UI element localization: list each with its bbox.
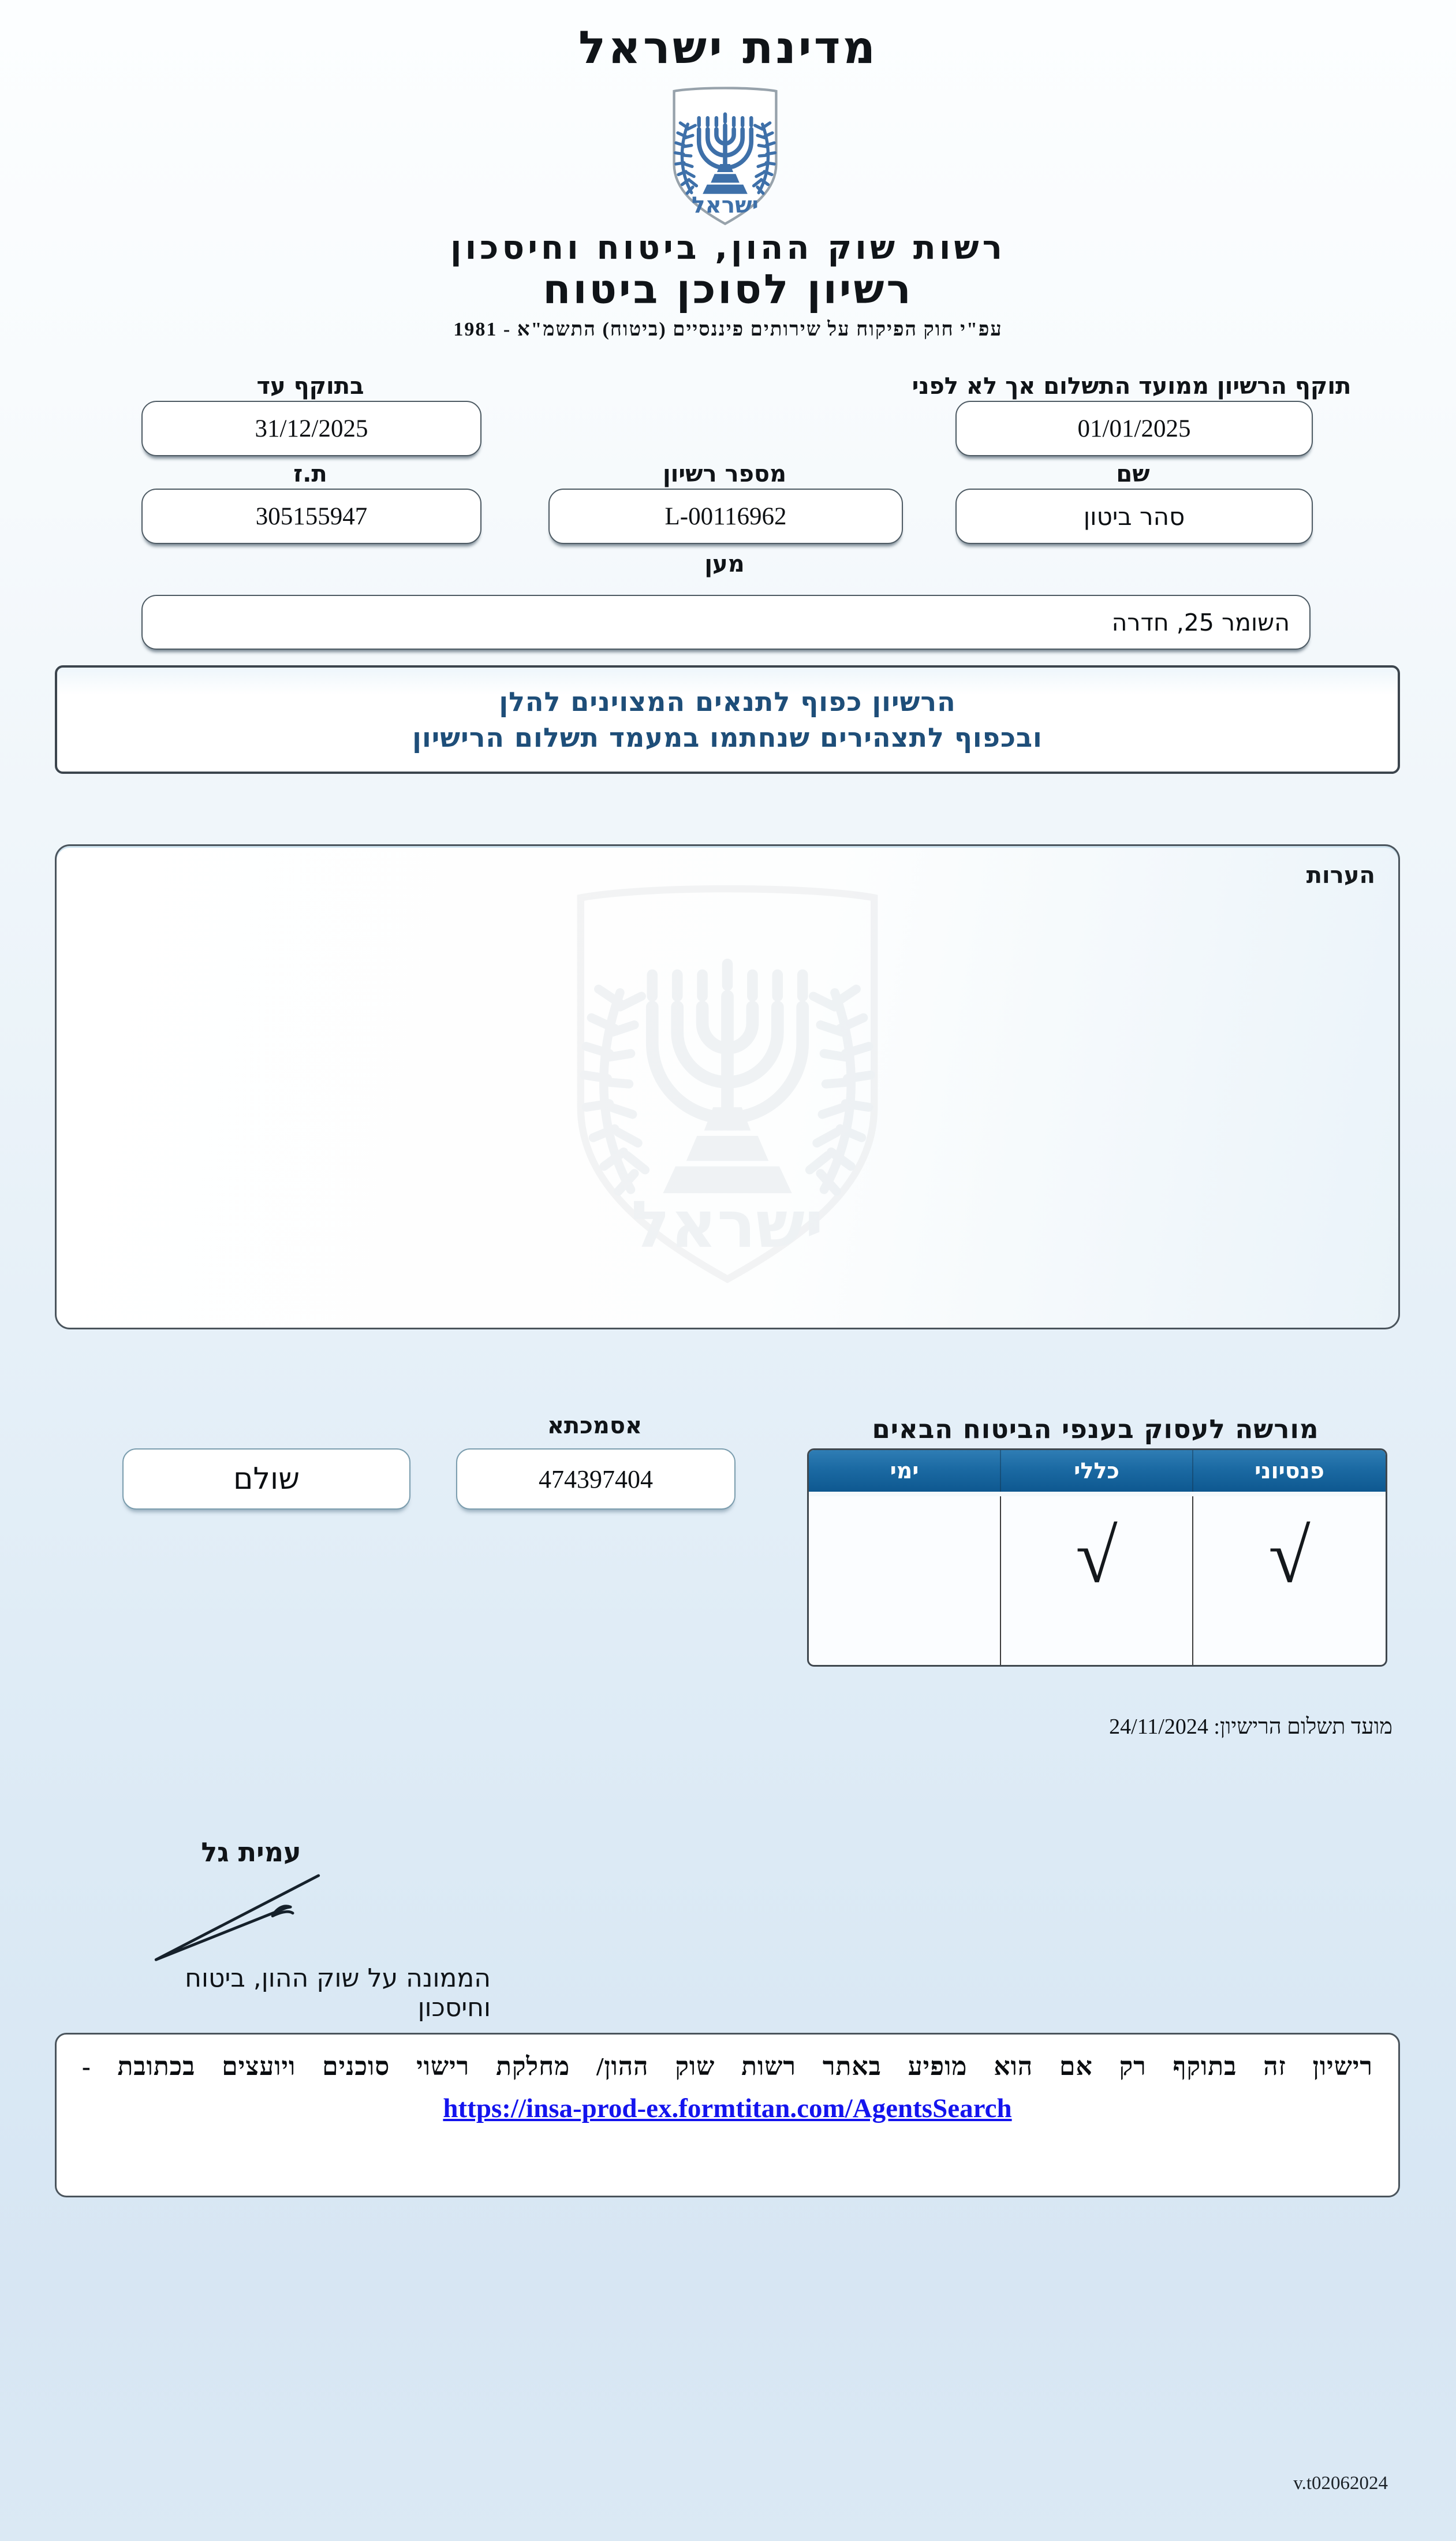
name-label: שם — [1116, 461, 1150, 487]
valid-from-value: 01/01/2025 — [955, 401, 1313, 456]
israel-state-emblem-icon — [659, 84, 792, 228]
state-title: מדינת ישראל — [578, 22, 878, 74]
id-number-label: ת.ז — [293, 461, 327, 487]
branches-table-header — [809, 1450, 1386, 1496]
id-number-value: 305155947 — [141, 489, 481, 544]
branch-mark-general: √ — [1001, 1496, 1193, 1665]
signature-icon — [144, 1871, 329, 1966]
payment-date-line: מועד תשלום הרישיון: 24/11/2024 — [1109, 1715, 1392, 1739]
paid-status-value: שולם — [122, 1448, 410, 1510]
license-type-title: רשיון לסוכן ביטוח — [543, 266, 913, 313]
emblem-caption: ישראל — [692, 192, 759, 219]
valid-from-label: תוקף הרשיון ממועד התשלום אך לא לפני — [912, 373, 1352, 400]
conditions-notice-box — [55, 665, 1400, 774]
branch-header-marine: ימי — [809, 1450, 1001, 1492]
address-value: השומר 25, חדרה — [141, 595, 1311, 650]
name-value: סהר ביטון — [955, 489, 1313, 544]
conditions-line-2: ובכפוף לתצהירים שנחתמו במעמד תשלום הרישיון — [412, 722, 1043, 753]
valid-until-value: 31/12/2025 — [141, 401, 481, 456]
emblem-watermark-icon — [548, 870, 906, 1298]
license-number-label: מספר רשיון — [662, 461, 787, 487]
branch-mark-pension: √ — [1268, 1514, 1311, 1599]
agents-search-link[interactable]: https://insa-prod-ex.formtitan.com/AgentsSearch — [443, 2093, 1012, 2123]
law-subtitle: עפ"י חוק הפיקוח על שירותים פיננסיים (ביטוח) התשמ"א - 1981 — [453, 319, 1003, 340]
version-label: v.t02062024 — [1293, 2473, 1388, 2494]
branches-title: מורשה לעסוק בענפי הביטוח הבאים — [872, 1414, 1319, 1444]
branch-header-pension: פנסיוני — [1255, 1458, 1324, 1484]
footer-notice-box — [55, 2033, 1400, 2197]
svg-text:ישראל: ישראל — [631, 1187, 824, 1263]
conditions-line-1: הרשיון כפוף לתנאים המצוינים להלן — [499, 686, 956, 717]
branches-table-row — [809, 1496, 1386, 1665]
footer-notice-text: רישיון זה בתוקף רק אם הוא מופיע באתר רשות שוק ההון/ מחלקת רישוי סוכנים ויועצים בכתובת - — [82, 2052, 1373, 2081]
reference-value: 474397404 — [456, 1448, 736, 1510]
valid-until-label: בתוקף עד — [256, 373, 364, 400]
signatory-title: הממונה על שוק ההון, ביטוח וחיסכון — [185, 1964, 491, 2022]
reference-label: אסמכתא — [547, 1413, 643, 1439]
branch-mark-marine — [809, 1496, 1001, 1665]
authority-title: רשות שוק ההון, ביטוח וחיסכון — [450, 229, 1006, 267]
branches-table — [807, 1448, 1387, 1667]
notes-label: הערות — [1306, 862, 1375, 889]
branch-header-general: כללי — [1001, 1450, 1193, 1492]
license-number-value: L-00116962 — [548, 489, 903, 544]
notes-box — [55, 844, 1400, 1329]
address-label: מען — [704, 551, 745, 578]
signatory-name: עמית גל — [201, 1836, 301, 1868]
